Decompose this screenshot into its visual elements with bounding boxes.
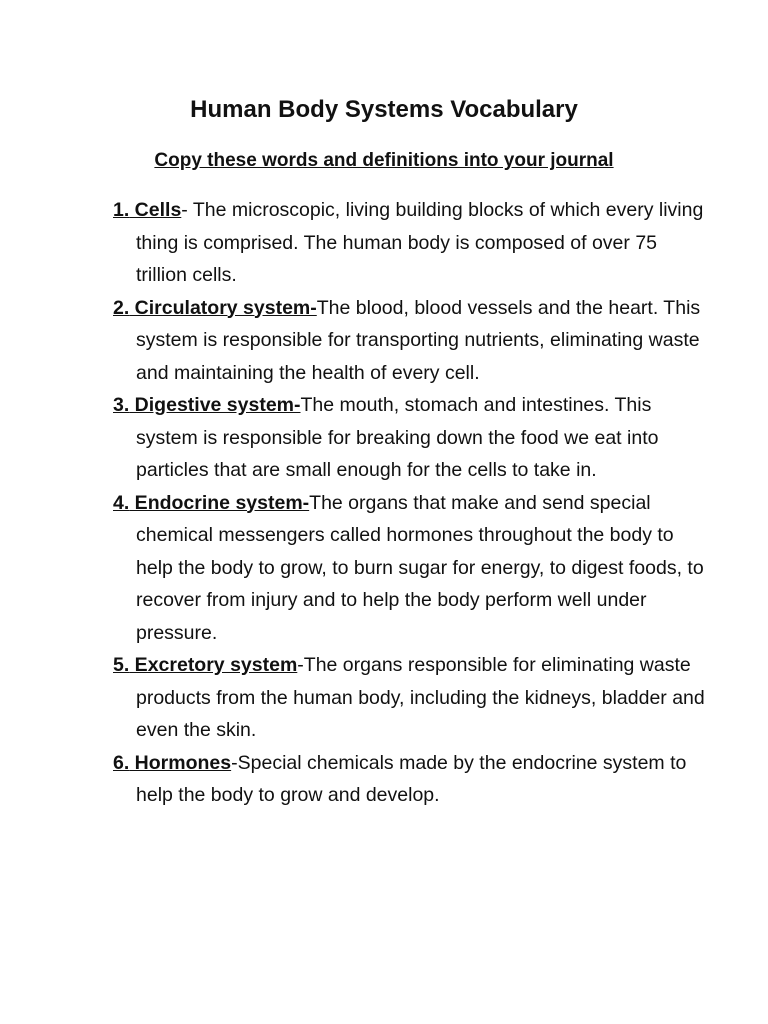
entry-definition: - The microscopic, living building blocks of which every living thing is comprised. The human body is composed of over 75 trillion cells. xyxy=(136,199,704,286)
entry-number: 2. xyxy=(113,296,130,319)
vocabulary-entry xyxy=(113,747,713,812)
entry-definition: -The organs responsible for eliminating waste products from the human body, including the kidneys, bladder and even the skin. xyxy=(136,654,705,741)
entry-number: 6. xyxy=(113,751,130,774)
page-title: Human Body Systems Vocabulary xyxy=(190,96,578,123)
entry-definition: The blood, blood vessels and the heart. This system is responsible for transporting nutrients, eliminating waste and maintaining the health of every cell. xyxy=(136,296,701,384)
entry-term: Cells xyxy=(129,199,182,221)
entry-number: 1. xyxy=(113,199,130,221)
vocabulary-entry xyxy=(113,487,713,650)
vocabulary-entry xyxy=(113,649,713,747)
entry-number: 5. xyxy=(113,654,130,676)
entry-definition: The organs that make and send special chemical messengers called hormones throughout the body to help the body to grow, to burn sugar for energy, to digest foods, to recover from injury and to help the body perform well under pressure. xyxy=(136,491,704,644)
entry-term: Digestive system- xyxy=(129,394,301,416)
vocabulary-entry xyxy=(113,194,713,292)
page-subtitle: Copy these words and definitions into your journal xyxy=(154,150,614,171)
vocabulary-entry xyxy=(113,389,713,487)
vocabulary-entry xyxy=(113,292,713,390)
vocabulary-list xyxy=(113,194,713,812)
entry-definition: The mouth, stomach and intestines. This system is responsible for breaking down the food we eat into particles that are small enough for the cells to take in. xyxy=(136,394,659,481)
entry-term: Endocrine system- xyxy=(129,491,310,514)
entry-definition: -Special chemicals made by the endocrine system to help the body to grow and develop. xyxy=(136,751,687,806)
entry-term: Hormones xyxy=(129,751,232,774)
entry-term: Excretory system xyxy=(129,654,298,676)
entry-number: 3. xyxy=(113,394,130,416)
entry-term: Circulatory system- xyxy=(129,296,317,319)
entry-number: 4. xyxy=(113,491,130,514)
